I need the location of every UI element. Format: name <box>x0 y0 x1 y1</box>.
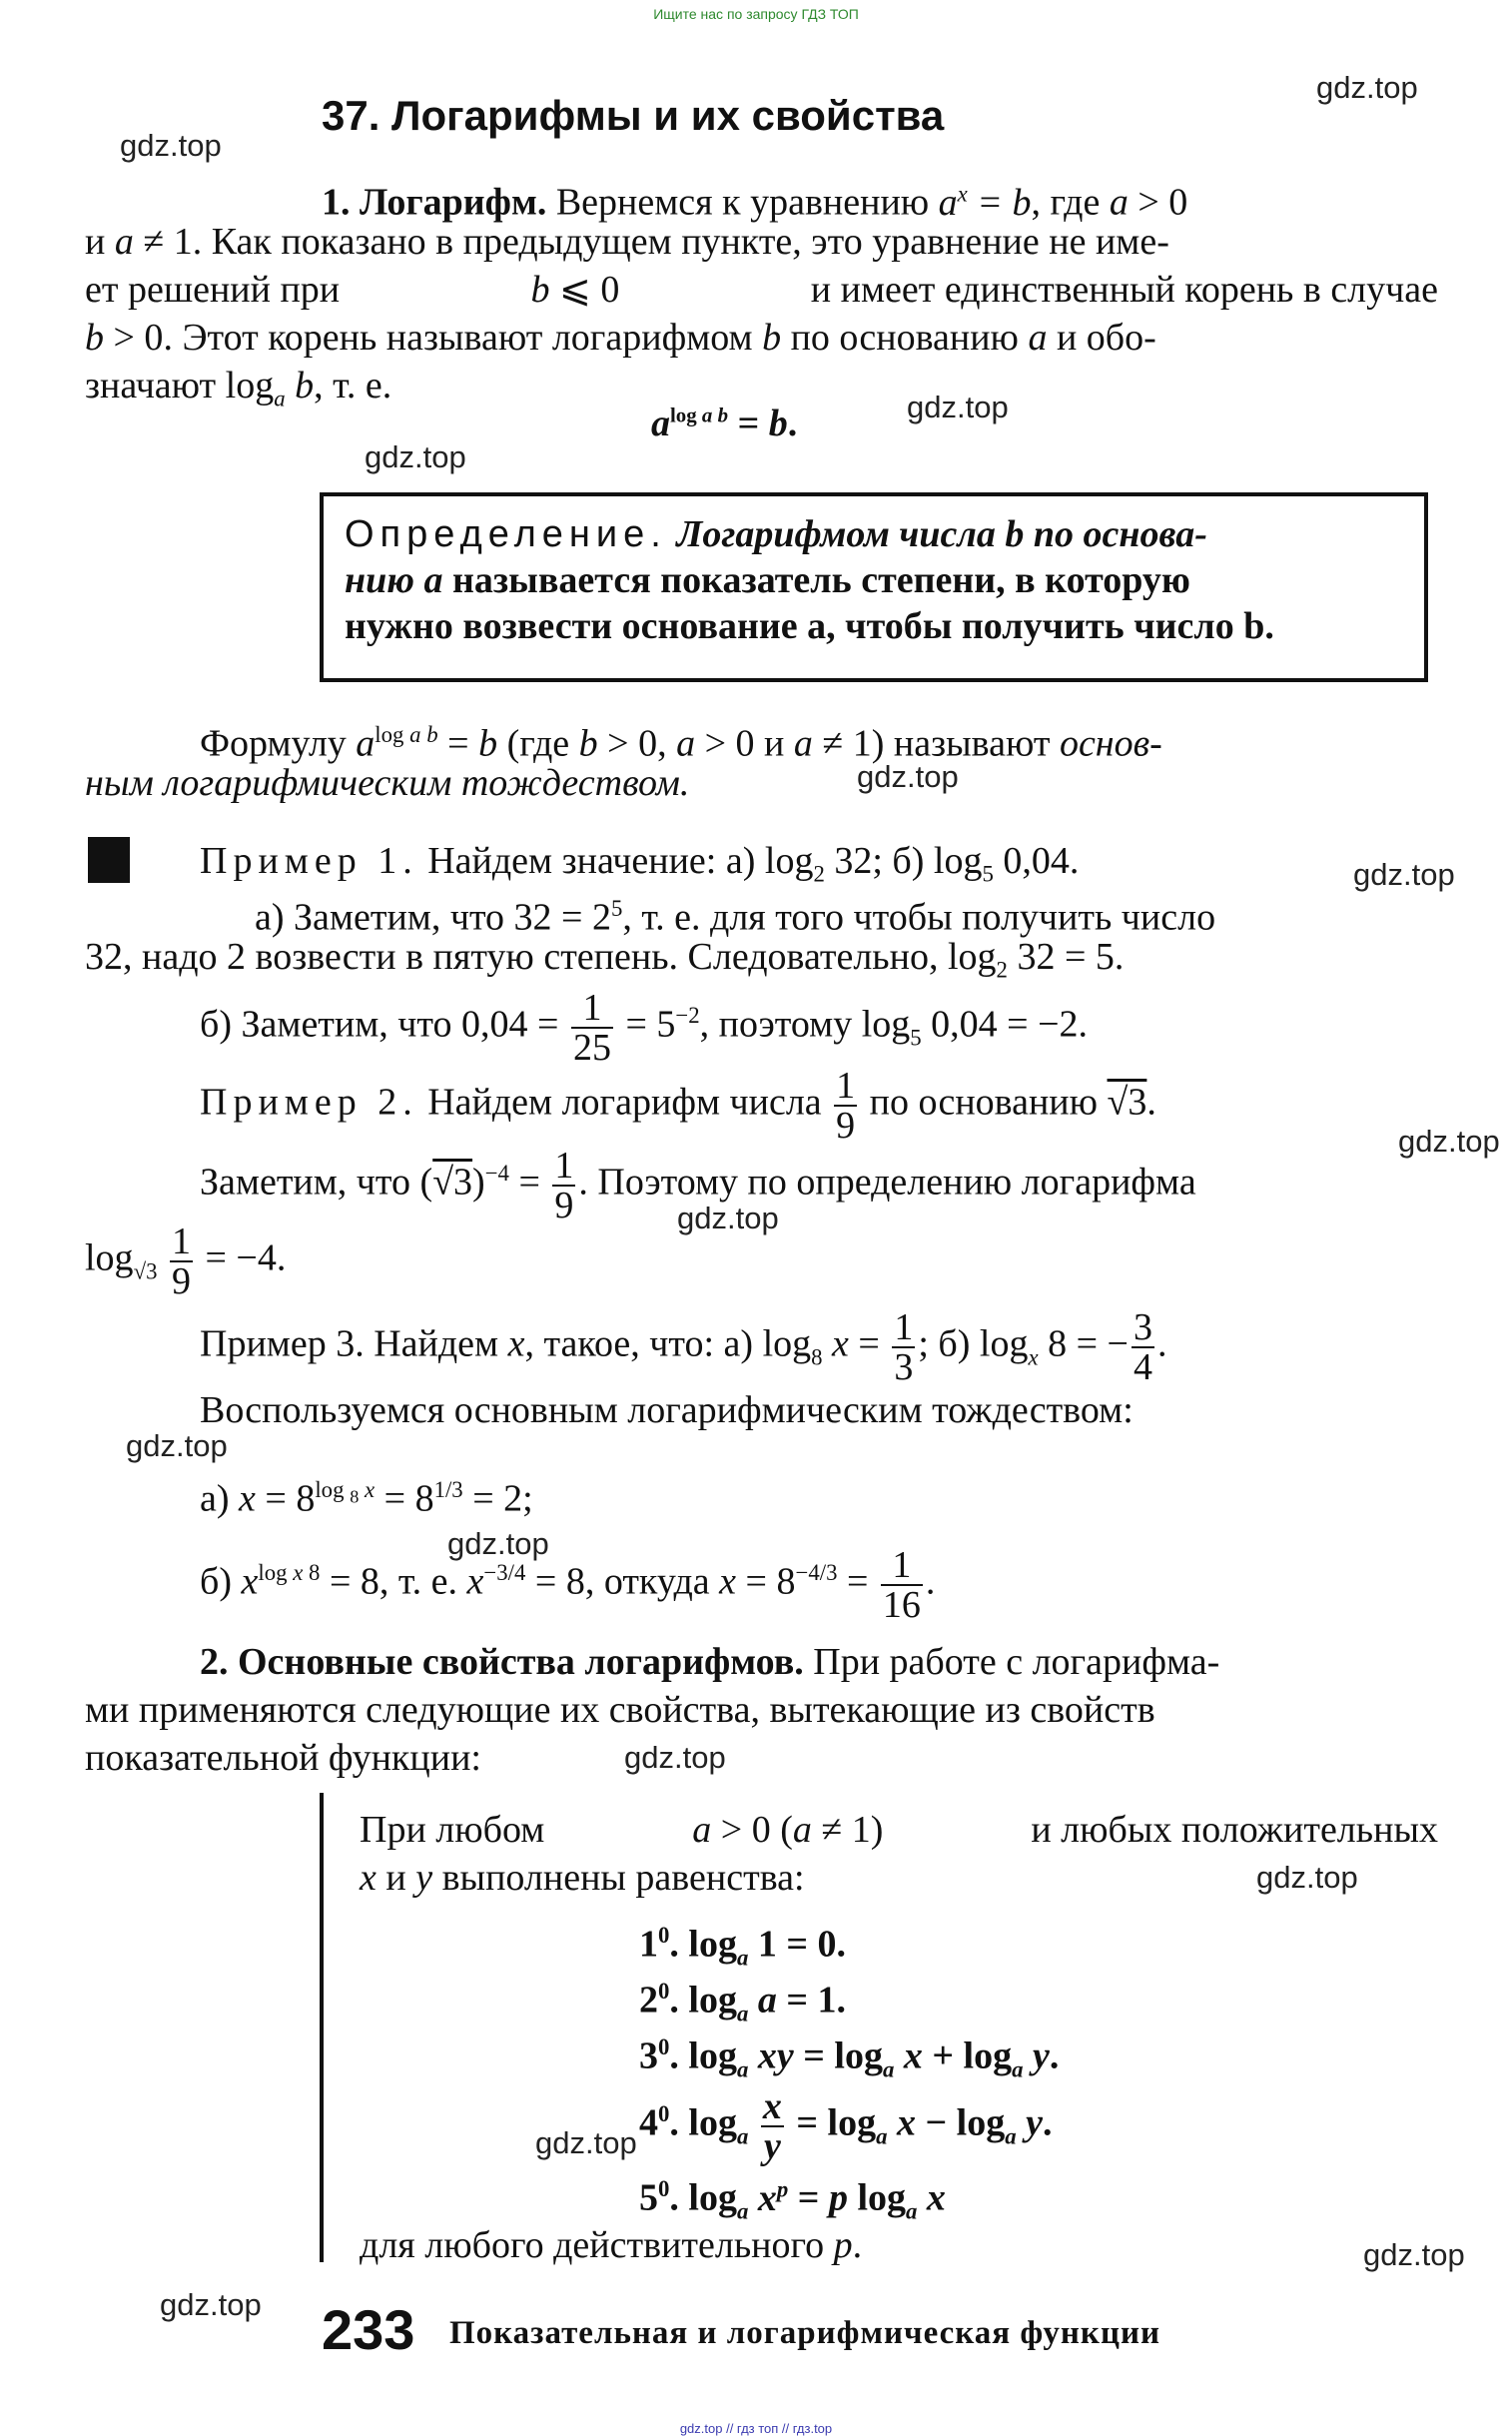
definition-label: Определение. <box>345 513 667 555</box>
text: . Этот корень называют логарифмом <box>163 317 753 359</box>
bottom-note: gdz.top // гдз топ // гдз.top <box>679 2421 833 2436</box>
property-5: $5^0$. $\log_a x^p = p$ $\log_a x$ <box>639 2176 946 2224</box>
watermark: gdz.top <box>1353 857 1455 892</box>
fraction: $\frac{x}{y}$ <box>762 2085 782 2167</box>
log-identity-formula: $a^{log a b} = b$. <box>651 403 798 444</box>
definition-line <box>345 557 1190 603</box>
definition-line <box>345 511 1207 557</box>
definition-text: Логарифмом числа b по основа- <box>676 513 1207 555</box>
text: и имеет единственный корень в случае <box>810 269 1438 311</box>
text: Заметим, что <box>200 1161 411 1204</box>
fraction: $\frac{1}{9}$ <box>554 1145 574 1226</box>
paragraph-line: Пример 2. Найдем логарифм числа $\frac{1}{9}$ по основанию √3. <box>200 1065 1156 1147</box>
formula: a <box>1109 181 1129 224</box>
paragraph-line: Пример 3. Найдем x, такое, что: а) $\log_8 x$ = $\frac{1}{3}$ ; б) $\log_x 8$ = − $\frac{3}{4}$ . <box>200 1306 1167 1388</box>
definition-text: нию a <box>345 559 443 601</box>
watermark: gdz.top <box>120 128 222 163</box>
property-4: $4^0$. $\log_a$ $\frac{x}{y}$ = $\log_a x - \log_a y$. <box>639 2085 1053 2167</box>
watermark: gdz.top <box>365 439 466 474</box>
example-label: Пример 1. <box>200 840 418 882</box>
watermark: gdz.top <box>1316 70 1418 105</box>
properties-rule <box>320 1793 324 2262</box>
text: Найдем логарифм числа <box>427 1081 822 1124</box>
text: и <box>85 221 106 263</box>
paragraph-line: Заметим, что $(√3)^{-4}$ = $\frac{1}{9}$ . Поэтому по определению логарифма <box>200 1145 1196 1226</box>
term: основ- <box>1059 722 1162 765</box>
text: (где <box>506 722 570 765</box>
text: для любого действительного <box>360 2224 825 2266</box>
paragraph-line: 32, надо 2 возвести в пятую степень. Следовательно, $\log_2 32 = 5$. <box>85 936 1125 983</box>
text: по основанию <box>869 1081 1099 1124</box>
chapter-title: Показательная и логарифмическая функции <box>449 2315 1160 2351</box>
paragraph-line: При любом a > 0 (a ≠ 1) и любых положительных <box>360 1806 1438 1854</box>
example-label: Пример 3. <box>200 1322 365 1365</box>
text: и обо- <box>1056 317 1156 359</box>
watermark: gdz.top <box>535 2125 637 2160</box>
paragraph-line: Формулу $a^{log a b} = b$ (где b > 0, a > 0 и a ≠ 1) называют основ- <box>200 722 1162 765</box>
text: и любых положительных <box>1031 1809 1438 1851</box>
paragraph-line: b > 0. Этот корень называют логарифмом b по основанию a и обо- <box>85 317 1156 359</box>
text: Формулу <box>200 722 347 765</box>
paragraph-line: x и y выполнены равенства: <box>360 1857 805 1899</box>
text: Найдем <box>374 1322 499 1365</box>
text: ; б) <box>872 840 925 882</box>
definition-line: нужно возвести основание a, чтобы получить число b. <box>345 605 1274 647</box>
text: . Поэтому по определению логарифма <box>578 1161 1196 1204</box>
text: а) Заметим, что 32 = 2 <box>255 896 611 939</box>
fraction: $\frac{1}{3}$ <box>894 1306 914 1388</box>
text: При работе с логарифма- <box>813 1641 1220 1683</box>
text: ; б) <box>918 1322 971 1365</box>
paragraph-line: а) $x = 8^{log _8 x} = 8^{1/3} = 2$; <box>200 1477 533 1520</box>
text: ет решений при <box>85 269 341 311</box>
section-title: 37. Логарифмы и их свойства <box>322 92 945 139</box>
text: выполнены равенства: <box>441 1857 805 1899</box>
text: , т. е. <box>314 365 392 406</box>
text: значают <box>85 365 217 406</box>
part1-heading: 1. Логарифм. <box>322 181 547 224</box>
text: 32, надо 2 возвести в пятую степень. Следовательно, <box>85 936 939 978</box>
text: ) называют <box>871 722 1051 765</box>
formula: a <box>114 221 134 263</box>
definition-text: называется показатель степени, в которую <box>442 559 1190 601</box>
paragraph-line: Воспользуемся основным логарифмическим тождеством: <box>200 1389 1134 1431</box>
watermark: gdz.top <box>1363 2237 1465 2272</box>
paragraph-line <box>85 266 1438 314</box>
fraction: $\frac{1}{9}$ <box>836 1065 856 1147</box>
fraction: $\frac{1}{9}$ <box>171 1220 191 1302</box>
paragraph-line: и a ≠ 1. Как показано в предыдущем пункте, это уравнение не име- <box>85 221 1169 263</box>
formula: b ⩽ 0 <box>530 269 620 311</box>
paragraph-line: б) $x^{log x 8} = 8$, т. е. $x^{-3/4} = 8$, откуда $x = 8^{-4/3}$ = $\frac{1}{16}$ . <box>200 1544 936 1626</box>
text: Найдем значение: а) <box>427 840 756 882</box>
part2-heading: 2. Основные свойства логарифмов. <box>200 1641 804 1683</box>
paragraph-line: 1. Логарифм. Вернемся к уравнению $a^x = b$, где a > 0 <box>322 181 1188 224</box>
paragraph-line: ми применяются следующие их свойства, вытекающие из свойств <box>85 1689 1155 1731</box>
watermark: gdz.top <box>1256 1860 1358 1895</box>
text: , откуда <box>584 1560 710 1603</box>
fraction: $\frac{1}{25}$ <box>572 987 611 1069</box>
paragraph-line: а) Заметим, что $32 = 2^5$, т. е. для того чтобы получить число <box>255 896 1216 939</box>
watermark: gdz.top <box>126 1428 228 1463</box>
watermark: gdz.top <box>677 1201 779 1235</box>
paragraph-line: показательной функции: <box>85 1737 481 1779</box>
watermark: gdz.top <box>907 390 1009 424</box>
paragraph-line <box>200 1638 1512 1686</box>
paragraph-line: $\log_{√3}$ $\frac{1}{9}$ = −4. <box>85 1220 287 1302</box>
watermark: gdz.top <box>857 759 959 794</box>
watermark: gdz.top <box>1398 1124 1500 1159</box>
text: Вернемся к уравнению <box>555 181 930 224</box>
fraction: $\frac{1}{16}$ <box>882 1544 921 1626</box>
watermark: gdz.top <box>624 1740 726 1775</box>
text: по основанию <box>790 317 1019 359</box>
text: При любом <box>360 1809 545 1851</box>
text: , где <box>1031 181 1101 224</box>
text: . Как показано в предыдущем пункте, это уравнение не име- <box>192 221 1169 263</box>
paragraph-line: для любого действительного p. <box>360 2224 863 2266</box>
example-marker <box>88 837 130 883</box>
watermark: gdz.top <box>160 2287 262 2322</box>
formula: b <box>85 317 104 359</box>
page-number: 233 <box>322 2298 415 2361</box>
text: , поэтому <box>699 1003 853 1046</box>
paragraph-line: б) Заметим, что 0,04 = $\frac{1}{25}$ = $5^{-2}$, поэтому $\log_5 0,04 = -2$. <box>200 987 1089 1069</box>
paragraph-line: значают $\log_a b$, т. е. <box>85 365 392 411</box>
text: б) Заметим, что 0,04 = <box>200 1003 559 1046</box>
text: , т. е. для того чтобы получить число <box>622 896 1216 939</box>
top-note: Ищите нас по запросу ГДЗ ТОП <box>653 6 859 22</box>
property-2: $2^0$. $\log_a a = 1$. <box>639 1979 847 2027</box>
paragraph-line: Пример 1. Найдем значение: а) $\log_2 32$; б) $\log_5 0,04$. <box>200 840 1080 887</box>
text: , т. е. <box>378 1560 458 1603</box>
text: , такое, что: а) <box>524 1322 754 1365</box>
paragraph-line: ным логарифмическим тождеством. <box>85 762 690 804</box>
watermark: gdz.top <box>447 1526 549 1561</box>
example-label: Пример 2. <box>200 1081 418 1124</box>
property-3: $3^0$. $\log_a$ xy = $\log_a x + \log_a y$. <box>639 2034 1060 2082</box>
formula: $a^x = b$ <box>938 181 1032 224</box>
fraction: $\frac{3}{4}$ <box>1133 1306 1152 1388</box>
property-1: $1^0$. $\log_a 1 = 0$. <box>639 1923 847 1971</box>
